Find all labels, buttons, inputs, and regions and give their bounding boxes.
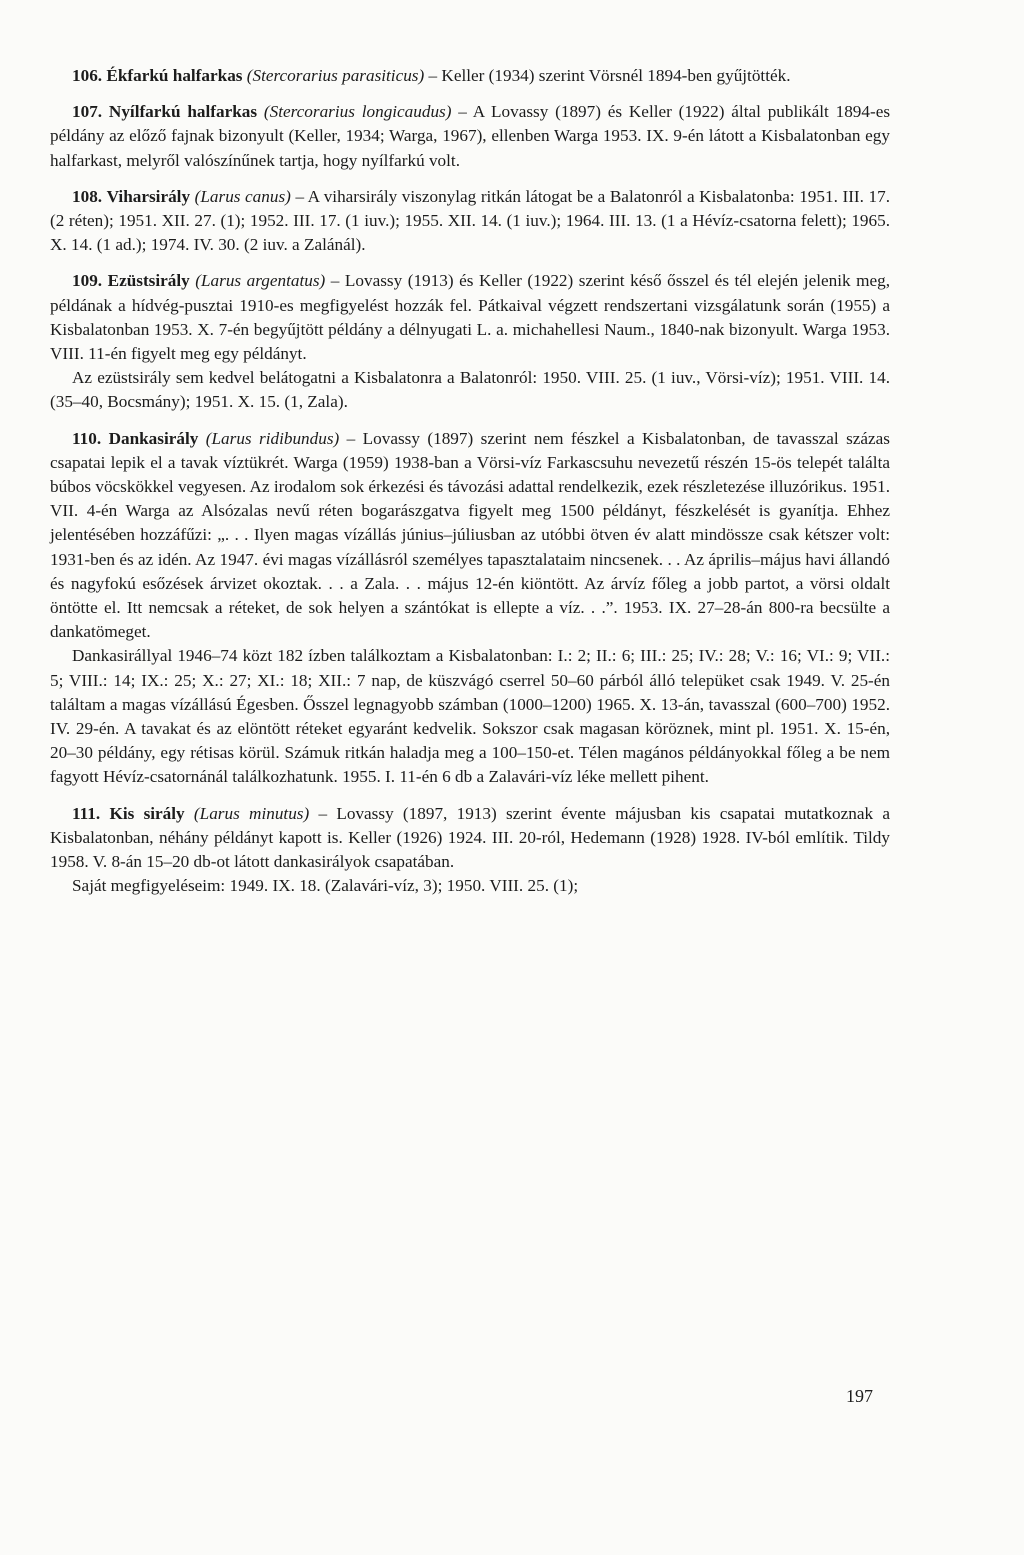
entry-text: – Keller (1934) szerint Vörsnél 1894-ben gyűjtötték. — [424, 66, 791, 85]
latin-name: (Larus canus) — [194, 186, 291, 206]
entry-paragraph — [50, 269, 890, 366]
entry-paragraph: Saját megfigyeléseim: 1949. IX. 18. (Zalavári-víz, 3); 1950. VIII. 25. (1); — [72, 876, 579, 896]
entry-number: 111. — [72, 803, 101, 823]
entry-number: 109. — [72, 271, 103, 291]
entry-paragraph — [50, 100, 890, 173]
species-name: Ezüstsirály — [107, 271, 190, 291]
entry-number: 107. — [72, 102, 103, 122]
page-number: 197 — [846, 1386, 873, 1406]
latin-name: (Stercorarius parasiticus) — [246, 66, 425, 85]
entry-paragraph — [50, 185, 890, 258]
species-entry-108 — [50, 185, 890, 258]
species-entry-109 — [50, 269, 890, 414]
species-entry-110 — [50, 427, 890, 790]
entry-text: – Lovassy (1897) szerint nem fészkel a Kisbalatonban, de tavasszal százas csapatai lepik el a tavak víztükrét. Warga (1959) 1938-ban a Vörsi-víz Farkascsuhu nevezetű részén 15-ös telepét találta búbos vöcskökkel vegyesen. Az irodalom sok érkezési és távozási adattal rendelkezik, ezek részletezése illuzórikus. 1951. VII. 4-én Warga az Alsózalas nevű réten bogarászgatva figyelt meg 1500 példányt, fészkelését is gyanítja. Ehhez jelentésében hozzáfűzi: „. . . Ilyen magas vízállás június–júliusban az utóbbi ötven év alatt mindössze csak kétszer volt: 1931-ben és az idén. Az 1947. évi magas vízállásról személyes tapasztalataim nincsenek. . . Az április–május havi állandó és nagyfokú esőzések árvizet okoztak. . . a Zala. . . május 12-én kiöntött. Az árvíz főleg a jobb partot, a vörsi oldalt öntötte el. Itt nemcsak a réteket, de sok helyen a szántókat is ellepte a víz. . .”. 1953. IX. 27–28-án 800-ra becsülte a dankatömeget. — [50, 428, 890, 642]
entry-paragraph — [50, 427, 890, 645]
latin-name: (Stercorarius longicaudus) — [263, 102, 452, 122]
entry-text: – A Lovassy (1897) és Keller (1922) által publikált 1894-es példány az előző fajnak bizonyult (Keller, 1934; Warga, 1967), ellenben Warga 1953. IX. 9-én látott a Kisbalatonban egy halfarkast, melyről valószínűnek tartja, hogy nyílfarkú volt. — [50, 102, 891, 170]
entry-text: – A viharsirály viszonylag ritkán látogat be a Balatonról a Kisbalatonba: 1951. III. 17. (2 réten); 1951. XII. 27. (1); 1952. III. 17. (1 iuv.); 1955. XII. 14. (1 iuv.); 1964. III. 13. (1 a Hévíz-csatorna felett); 1965. X. 14. (1 ad.); 1974. IV. 30. (2 iuv. a Zalánál). — [50, 186, 890, 255]
species-name: Kis sirály — [109, 803, 185, 823]
entry-paragraph: Az ezüstsirály sem kedvel belátogatni a Kisbalatonra a Balatonról: 1950. VIII. 25. (1 iuv., Vörsi-víz); 1951. VIII. 14. (35–40, Bocsmány); 1951. X. 15. (1, Zala). — [50, 368, 890, 412]
latin-name: (Larus minutus) — [193, 803, 310, 823]
document-body — [50, 64, 890, 911]
latin-name: (Larus ridibundus) — [205, 428, 340, 448]
species-entry-111 — [50, 802, 890, 899]
entry-number: 106. — [72, 66, 103, 85]
species-entry-106 — [50, 64, 890, 88]
entry-paragraph: Dankasirállyal 1946–74 közt 182 ízben találkoztam a Kisbalatonban: I.: 2; II.: 6; III.: 25; IV.: 28; V.: 16; VI.: 9; VII.: 5; VIII.: 14; IX.: 25; X.: 27; XI.: 18; XII.: 7 nap, de küszvágó cserrel 50–60 párból álló telepüket csak 1949. V. 25-én találtam a magas vízállású Égesben. Ősszel legnagyobb számban (1000–1200) 1965. X. 13-án, tavasszal (600–700) 1952. IV. 29-én. A tavakat és az elöntött réteket egyaránt kedvelik. Sokszor csak magasan köröznek, mint pl. 1951. X. 15-én, 20–30 példány, egy rétisas körül. Számuk ritkán haladja meg a 100–150-et. Télen magános példányokkal főleg a be nem fagyott Hévíz-csatornánál találkozhatunk. 1955. I. 11-én 6 db a Zalavári-víz léke mellett pihent. — [50, 646, 890, 787]
latin-name: (Larus argentatus) — [195, 271, 326, 291]
entry-text: – Lovassy (1897, 1913) szerint évente májusban kis csapatai mutatkoznak a Kisbalatonban, néhány példányt kapott is. Keller (1926) 1924. III. 20-ról, Hedemann (1928) 1928. IV-ból említik. Tildy 1958. V. 8-án 15–20 db-ot látott dankasirályok csapatában. — [50, 803, 891, 872]
species-name: Viharsirály — [106, 186, 191, 206]
entry-number: 110. — [72, 428, 102, 448]
species-name: Nyílfarkú halfarkas — [108, 102, 258, 122]
species-name: Dankasirály — [108, 428, 199, 448]
entry-paragraph — [50, 802, 890, 875]
entry-paragraph — [50, 64, 890, 88]
species-name: Ékfarkú halfarkas — [106, 66, 243, 85]
species-entry-107 — [50, 100, 890, 173]
entry-text: – Lovassy (1913) és Keller (1922) szerint késő ősszel és tél elején jelenik meg, példának a hídvég-pusztai 1910-es megfigyelést hozzák fel. Pátkaival végzett rendszertani vizsgálatunk során (1955) a Kisbalatonban 1953. X. 7-én begyűjtött példány a délnyugati L. a. michahellesi Naum., 1840-nak bizonyult. Warga 1953. VIII. 11-én figyelt meg egy példányt. — [50, 271, 890, 364]
entry-number: 108. — [72, 186, 103, 206]
